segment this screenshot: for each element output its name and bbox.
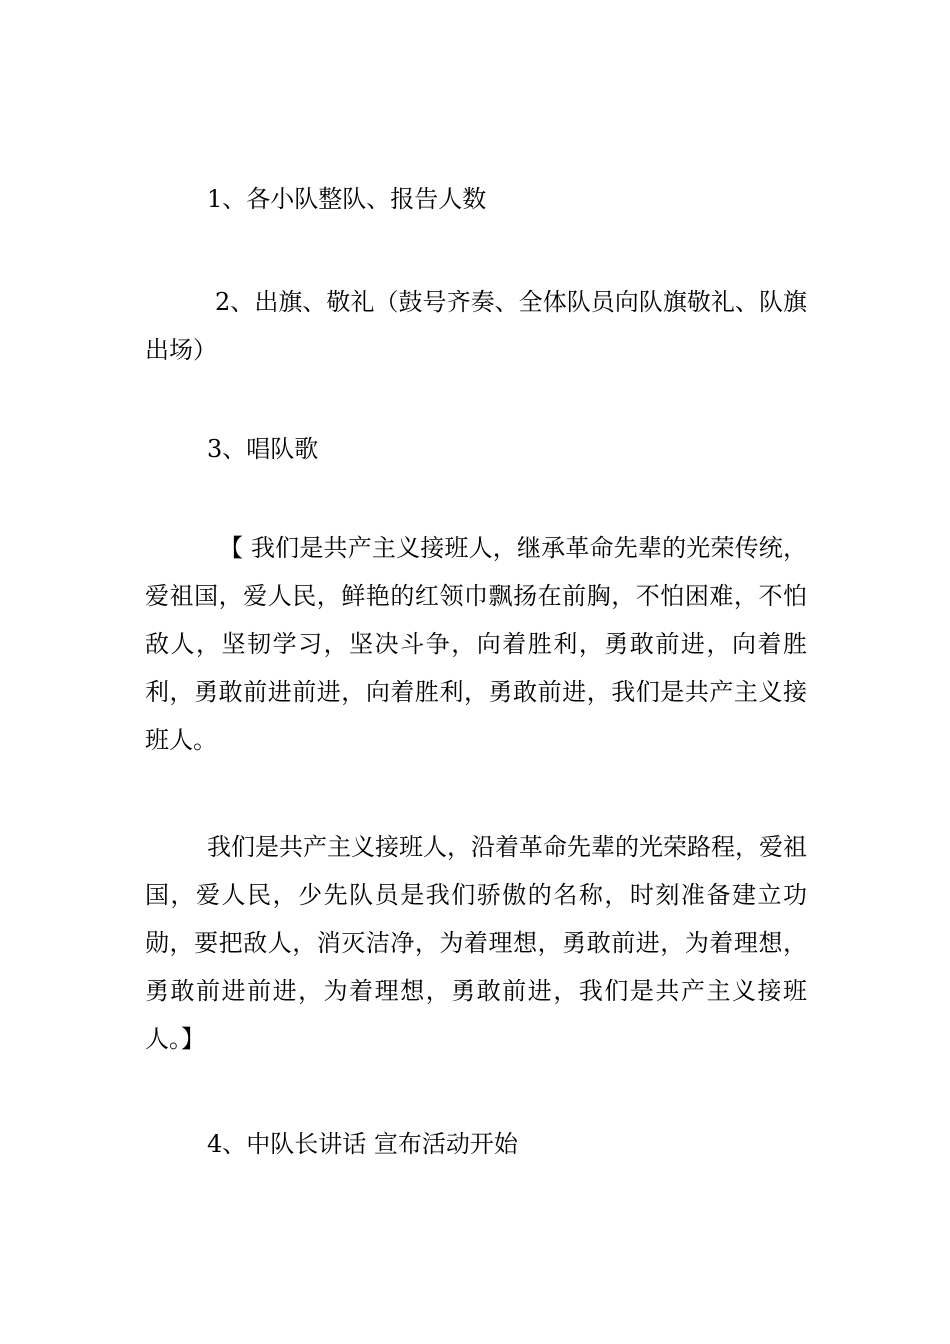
- paragraph-song-verse-2: 我们是共产主义接班人，沿着革命先辈的光荣路程，爱祖国，爱人民，少先队员是我们骄傲的名称，时刻准备建立功勋，要把敌人，消灭洁净，为着理想，勇敢前进，为着理想，勇敢前进前进，为着理想，勇敢前进，我们是共产主义接班人。】: [145, 833, 807, 1053]
- paragraph-song-verse-1: 【 我们是共产主义接班人，继承革命先辈的光荣传统，爱祖国，爱人民，鲜艳的红领巾飘扬在前胸，不怕困难，不怕敌人，坚韧学习，坚决斗争，向着胜利，勇敢前进，向着胜利，勇敢前进前进，向着胜利，勇敢前进，我们是共产主义接班人。: [145, 534, 807, 754]
- paragraph-step-4: 4、中队长讲话 宣布活动开始: [207, 1130, 518, 1158]
- paragraph-step-1: 1、各小队整队、报告人数: [207, 185, 487, 213]
- paragraph-step-3: 3、唱队歌: [207, 435, 319, 463]
- paragraph-step-2: 2、出旗、敬礼（鼓号齐奏、全体队员向队旗敬礼、队旗出场）: [145, 288, 807, 364]
